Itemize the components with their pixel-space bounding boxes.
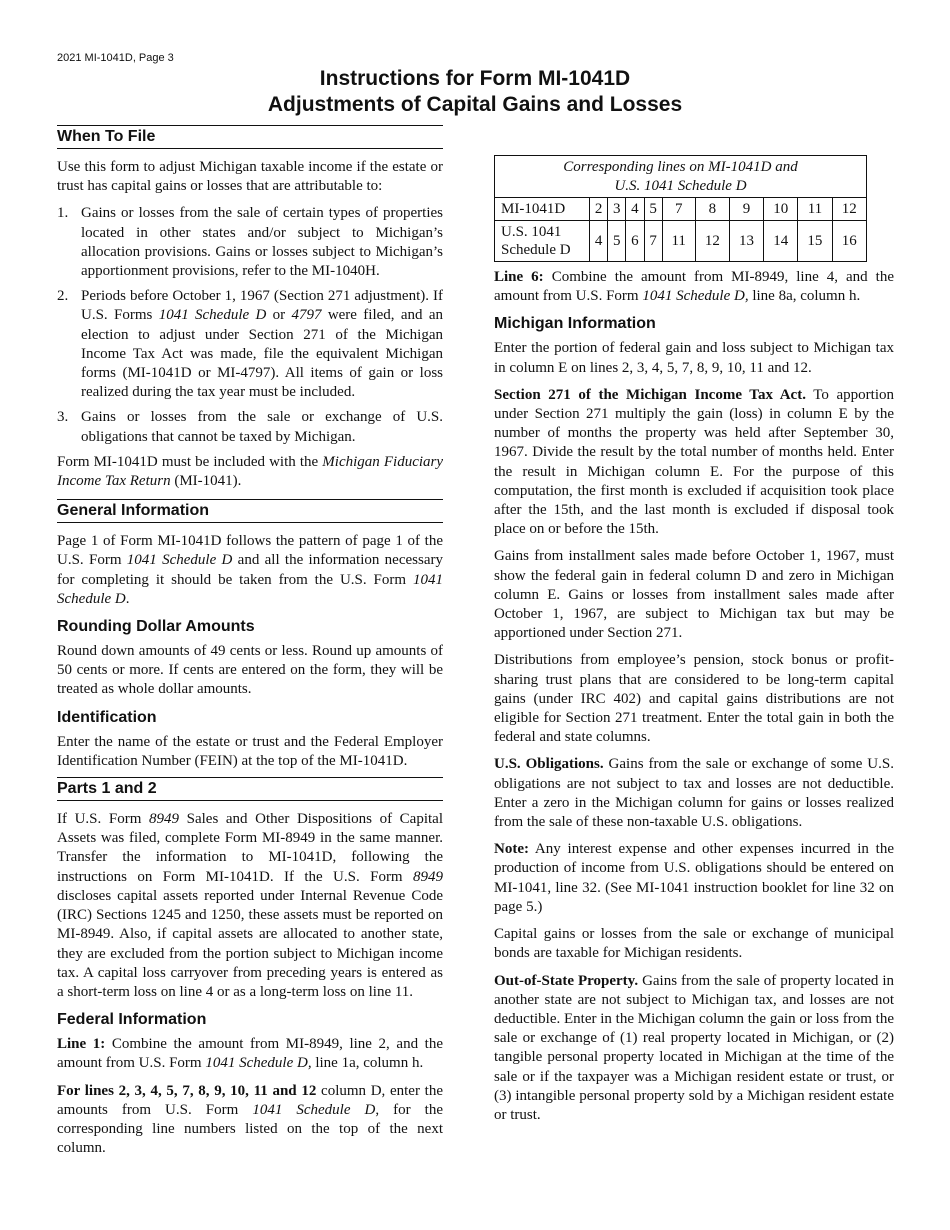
- right-column: [494, 155, 894, 1133]
- when-to-file-heading: When To File: [57, 125, 443, 149]
- table-cell: 12: [695, 221, 729, 262]
- installment-sales-text: Gains from installment sales made before October 1, 1967, must show the federal gain in federal column D and zero in Michigan column E. Gains or losses from installment sales made after October 1, 1967, are subject to Michigan tax but may be apportioned under Section 271.: [494, 548, 894, 642]
- page-title: [0, 66, 950, 118]
- michigan-info-heading: Michigan Information: [494, 315, 656, 333]
- page-header: 2021 MI-1041D, Page 3: [57, 52, 174, 64]
- parts-text: If U.S. Form 8949 Sales and Other Dispositions of Capital Assets was filed, complete Form MI-8949 in the same manner. Transfer the information to MI-1041D, following the instructions on Form MI-1041D. If the U.S. Form 8949 discloses capital assets reported under Internal Revenue Code (IRC) Sections 1245 and 1250, these assets must be reported on MI-8949. Also, if capital assets are allocated to another state, they are excluded from the portion subject to Michigan income tax. A capital loss carryover from preceding years is entered as a short-term loss on line 4 or as a long-term loss on line 11.: [57, 811, 443, 1000]
- left-column: [57, 125, 443, 1166]
- out-of-state-text: Out-of-State Property. Gains from the sale of property located in another state are not subject to Michigan tax, and losses are not deductible. Enter in the Michigan column the gain or loss from the sale or exchange of (1) real property located in Michigan, or (2) tangible personal property located in Michigan at the time of the sale or if the taxpayer was a Michigan resident estate or trust, or (3) intangible personal property sold by a Michigan resident estate or trust.: [494, 972, 894, 1123]
- table-cell: 12: [832, 198, 866, 221]
- table-cell: 9: [729, 198, 763, 221]
- section-271-text: Section 271 of the Michigan Income Tax Act. To apportion under Section 271 multiply the gain (loss) in column E by the number of months the property was held after September 30, 1967. Divide the result by the total number of months held. Enter the result in Michigan column E. For the purpose of this computation, the first month is excluded if acquisition took place after the 15th, and the last month is excluded if disposal took place on or before the 15th.: [494, 386, 894, 538]
- list-number: 1.: [57, 205, 69, 222]
- list-text: Gains or losses from the sale of certain types of properties located in other states and/or subject to Michigan’s allocation provisions. Gains or losses subject to Michigan’s apportionment provisions, refer to the MI-1040H.: [81, 205, 443, 280]
- list-text: Periods before October 1, 1967 (Section 271 adjustment). If U.S. Forms 1041 Schedule D or 4797 were filed, and an election to adjust under Section 271 of the Michigan Income Tax Act was made, file the equivalent Michigan forms (MI-1041D or MI-4797). All items of gain or loss realized during the tax year must be included.: [81, 288, 443, 401]
- table-cell: 6: [626, 221, 644, 262]
- table-cell: 2: [590, 198, 608, 221]
- list-item: [57, 287, 443, 402]
- rounding-text: Round down amounts of 49 cents or less. Round up amounts of 50 cents or more. If cents are entered on the form, they will be treated as whole dollar amounts.: [57, 643, 443, 698]
- federal-line1-text: Line 1: Combine the amount from MI-8949, line 2, and the amount from U.S. Form 1041 Schedule D, line 1a, column h.: [57, 1036, 443, 1072]
- table-cell: 4: [626, 198, 644, 221]
- table-cell: 4: [590, 221, 608, 262]
- table-cell: 5: [644, 198, 662, 221]
- table-cell: 10: [764, 198, 798, 221]
- general-info-text: Page 1 of Form MI-1041D follows the pattern of page 1 of the U.S. Form 1041 Schedule D and all the information necessary for completing it should be taken from the U.S. Form 1041 Schedule D.: [57, 533, 443, 607]
- table-cell: 7: [662, 198, 695, 221]
- table-caption-row: [495, 156, 867, 198]
- table-row: [495, 198, 867, 221]
- table-row: [495, 221, 867, 262]
- table-cell: 3: [608, 198, 626, 221]
- line6-text: Line 6: Combine the amount from MI-8949, line 4, and the amount from U.S. Form 1041 Schedule D, line 8a, column h.: [494, 269, 895, 305]
- general-info-heading: General Information: [57, 499, 443, 523]
- list-item: [57, 408, 443, 446]
- title-line-1: Instructions for Form MI-1041D: [319, 67, 631, 90]
- title-line-2: Adjustments of Capital Gains and Losses: [267, 93, 683, 116]
- table-cell: 13: [729, 221, 763, 262]
- municipal-bonds-text: Capital gains or losses from the sale or exchange of municipal bonds are taxable for Michigan residents.: [494, 926, 894, 962]
- table-cell: 15: [798, 221, 832, 262]
- list-text: Gains or losses from the sale or exchange of U.S. obligations that cannot be taxed by Michigan.: [81, 409, 443, 445]
- list-number: 3.: [57, 409, 69, 426]
- table-caption: Corresponding lines on MI-1041D and U.S. 1041 Schedule D: [495, 156, 867, 198]
- corresponding-lines-table: [494, 155, 867, 262]
- table-cell: 7: [644, 221, 662, 262]
- table-cell: 5: [608, 221, 626, 262]
- list-number: 2.: [57, 288, 69, 305]
- when-to-file-intro: Use this form to adjust Michigan taxable income if the estate or trust has capital gains or losses that are attributable to:: [57, 159, 443, 195]
- rounding-heading: Rounding Dollar Amounts: [57, 618, 255, 636]
- table-row-label: MI-1041D: [495, 198, 590, 221]
- table-row-label: U.S. 1041 Schedule D: [495, 221, 590, 262]
- when-to-file-list: [57, 204, 443, 446]
- table-cell: 16: [832, 221, 866, 262]
- table-cell: 14: [764, 221, 798, 262]
- michigan-info-text: Enter the portion of federal gain and loss subject to Michigan tax in column E on lines 2, 3, 4, 5, 7, 8, 9, 10, 11 and 12.: [494, 340, 894, 376]
- when-to-file-closing: Form MI-1041D must be included with the Michigan Fiduciary Income Tax Return (MI-1041).: [57, 453, 444, 490]
- table-cell: 11: [798, 198, 832, 221]
- federal-lines-text: For lines 2, 3, 4, 5, 7, 8, 9, 10, 11 and 12 column D, enter the amounts from U.S. Form 1041 Schedule D, for the corresponding line numbers listed on the top of the next column.: [57, 1082, 443, 1157]
- list-item: [57, 204, 443, 281]
- note-text: Note: Any interest expense and other expenses incurred in the production of income from U.S. obligations should be entered on MI-1041, line 32. (See MI-1041 instruction booklet for line 32 on page 5.): [494, 841, 894, 915]
- table-cell: 8: [695, 198, 729, 221]
- parts-heading: Parts 1 and 2: [57, 777, 443, 801]
- table-cell: 11: [662, 221, 695, 262]
- identification-heading: Identification: [57, 708, 157, 726]
- identification-text: Enter the name of the estate or trust and the Federal Employer Identification Number (FEIN) at the top of the MI-1041D.: [57, 733, 443, 769]
- us-obligations-text: U.S. Obligations. Gains from the sale or exchange of some U.S. obligations are not subject to tax and losses are not deductible. Enter a zero in the Michigan column for gains or losses realized from the sale of these non-taxable U.S. obligations.: [494, 756, 894, 831]
- distributions-text: Distributions from employee’s pension, stock bonus or profit-sharing trust plans that are considered to be long-term capital gains (under IRC 402) and capital gains distributions are not eligible for Section 271 treatment. Enter the total gain in both the federal and state columns.: [494, 652, 894, 746]
- federal-info-heading: Federal Information: [57, 1011, 207, 1029]
